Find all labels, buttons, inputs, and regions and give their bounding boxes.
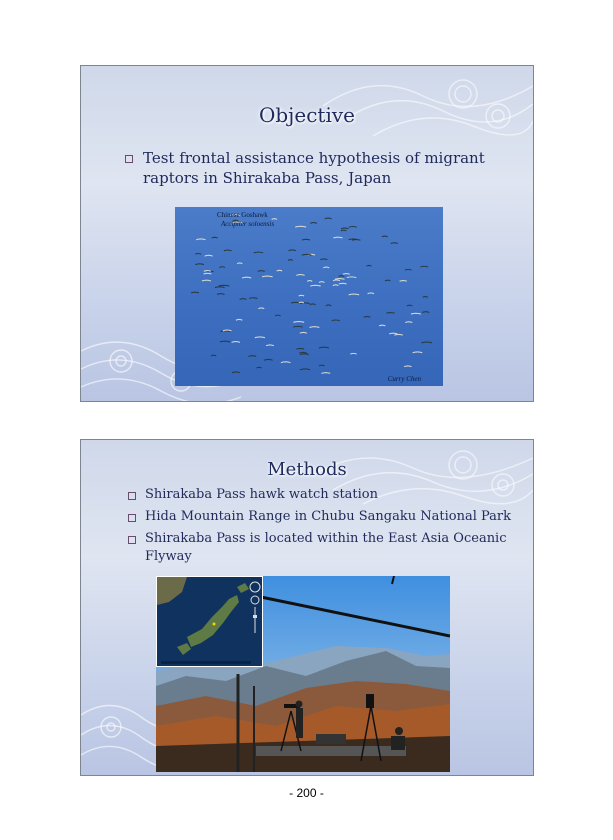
slide-title: Methods xyxy=(267,459,347,480)
slide-title: Objective xyxy=(258,103,355,127)
square-bullet-icon xyxy=(125,155,133,163)
bullet-text: Hida Mountain Range in Chubu Sangaku National Park xyxy=(145,509,511,524)
photo-caption-latin-name: Accipiter soloensis xyxy=(221,220,275,228)
slide-objective xyxy=(80,65,534,402)
page-number: - 200 - xyxy=(289,786,324,800)
square-bullet-icon xyxy=(128,514,136,522)
square-bullet-icon xyxy=(128,492,136,500)
bullet-item xyxy=(128,508,526,526)
bullet-item xyxy=(128,530,526,566)
raptor-flock-photo xyxy=(175,207,443,386)
bullet-text: Shirakaba Pass hawk watch station xyxy=(145,487,378,502)
bullet-item xyxy=(125,148,495,188)
raptor-flock-icon xyxy=(175,207,443,386)
photo-credit: Curry Chen xyxy=(387,375,421,383)
photo-caption-common-name: Chinese Goshawk xyxy=(217,211,268,219)
bullet-text: Shirakaba Pass is located within the East Asia Oceanic Flyway xyxy=(145,531,507,564)
bullet-item xyxy=(128,486,526,504)
bullet-text: Test frontal assistance hypothesis of migrant raptors in Shirakaba Pass, Japan xyxy=(143,149,485,187)
hawk-watch-station-photo xyxy=(156,576,450,772)
japan-map-inset xyxy=(156,576,263,667)
slide-methods xyxy=(80,439,534,776)
square-bullet-icon xyxy=(128,536,136,544)
bullet-list xyxy=(128,486,526,566)
bullet-list xyxy=(125,148,495,188)
